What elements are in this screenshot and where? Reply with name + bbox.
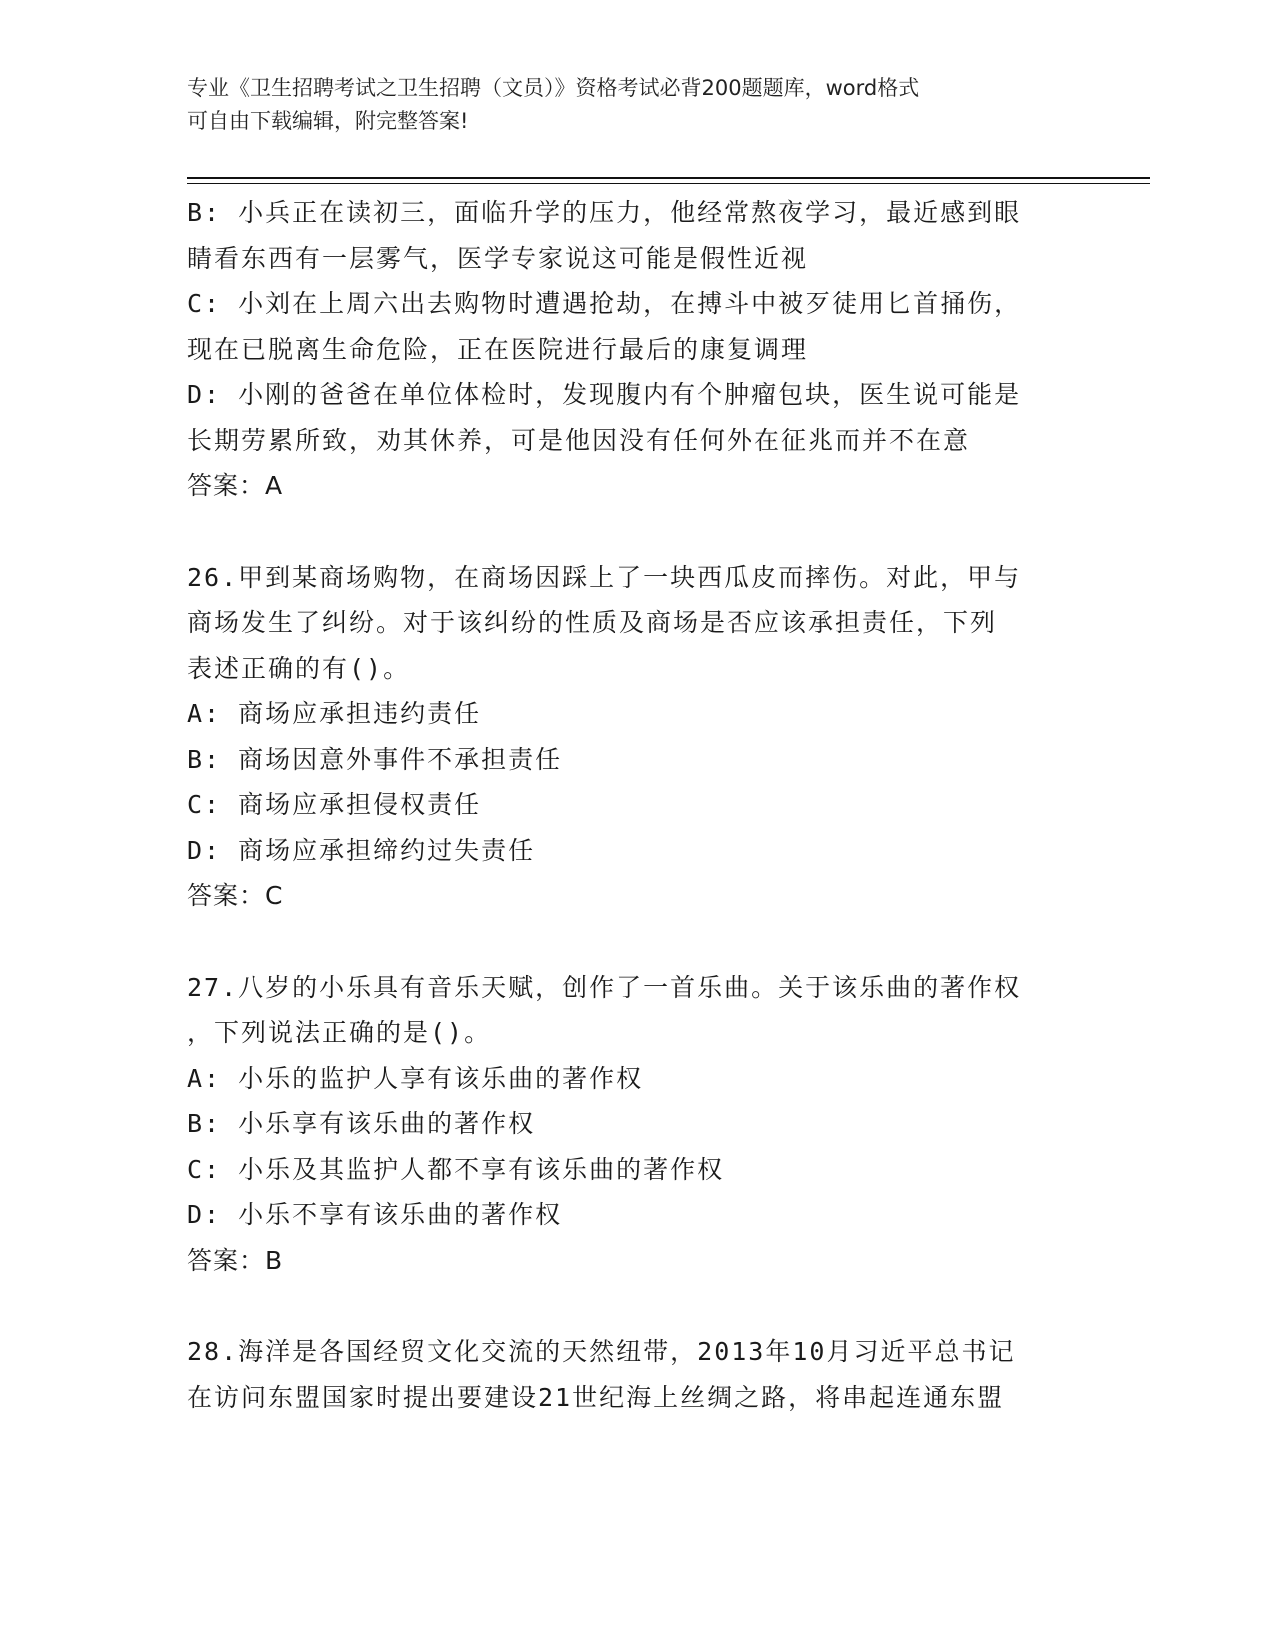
- q25-option-d-line-1: D: 小刚的爸爸在单位体检时，发现腹内有个肿瘤包块，医生说可能是: [187, 380, 1022, 409]
- q25-option-c-line-2: 现在已脱离生命危险，正在医院进行最后的康复调理: [187, 334, 809, 364]
- document-header: [187, 72, 1067, 138]
- q26-option-b: B: 商场因意外事件不承担责任: [187, 744, 563, 774]
- q26-option-d: D: 商场应承担缔约过失责任: [187, 835, 536, 865]
- header-title-line-1: 专业《卫生招聘考试之卫生招聘（文员）》资格考试必背200题题库，word格式: [187, 76, 920, 100]
- q27-stem-line-1: 27.八岁的小乐具有音乐天赋，创作了一首乐曲。关于该乐曲的著作权: [187, 972, 1022, 1002]
- q26-answer: 答案：C: [187, 881, 284, 910]
- q25-option-b-line-2: 睛看东西有一层雾气，医学专家说这可能是假性近视: [187, 243, 809, 273]
- q27-option-c: C: 小乐及其监护人都不享有该乐曲的著作权: [187, 1154, 725, 1184]
- q25-option-b-line-1: B: 小兵正在读初三，面临升学的压力，他经常熬夜学习，最近感到眼: [187, 198, 1022, 227]
- header-divider-thick: [187, 177, 1150, 179]
- document-body: [187, 190, 1067, 1420]
- header-title-line-2: 可自由下载编辑，附完整答案!: [187, 109, 469, 133]
- q27-answer: 答案：B: [187, 1245, 284, 1275]
- q27-option-d: D: 小乐不享有该乐曲的著作权: [187, 1200, 563, 1229]
- q28-stem-line-2: 在访问东盟国家时提出要建设21世纪海上丝绸之路，将串起连通东盟: [187, 1382, 1005, 1412]
- q26-stem-line-1: 26.甲到某商场购物，在商场因踩上了一块西瓜皮而摔伤。对此，甲与: [187, 562, 1022, 592]
- question-25-continued: [187, 190, 1067, 509]
- question-26: [187, 555, 1067, 919]
- q27-stem-line-2: ，下列说法正确的是()。: [187, 1018, 492, 1047]
- spacer: [187, 509, 1067, 555]
- q26-stem-line-2: 商场发生了纠纷。对于该纠纷的性质及商场是否应该承担责任，下列: [187, 608, 998, 637]
- q27-option-a: A: 小乐的监护人享有该乐曲的著作权: [187, 1063, 644, 1093]
- q26-stem-line-3: 表述正确的有()。: [187, 653, 411, 683]
- question-28: [187, 1329, 1067, 1420]
- q25-answer: 答案：A: [187, 471, 284, 500]
- header-divider-thin: [187, 183, 1150, 184]
- q25-option-c-line-1: C: 小刘在上周六出去购物时遭遇抢劫，在搏斗中被歹徒用匕首捅伤，: [187, 289, 1022, 318]
- spacer: [187, 1283, 1067, 1329]
- q26-option-a: A: 商场应承担违约责任: [187, 699, 482, 728]
- q27-option-b: B: 小乐享有该乐曲的著作权: [187, 1109, 536, 1138]
- q25-option-d-line-2: 长期劳累所致，劝其休养，可是他因没有任何外在征兆而并不在意: [187, 425, 971, 455]
- question-27: [187, 965, 1067, 1284]
- q28-stem-line-1: 28.海洋是各国经贸文化交流的天然纽带，2013年10月习近平总书记: [187, 1337, 1016, 1366]
- q26-option-c: C: 商场应承担侵权责任: [187, 790, 482, 819]
- spacer: [187, 919, 1067, 965]
